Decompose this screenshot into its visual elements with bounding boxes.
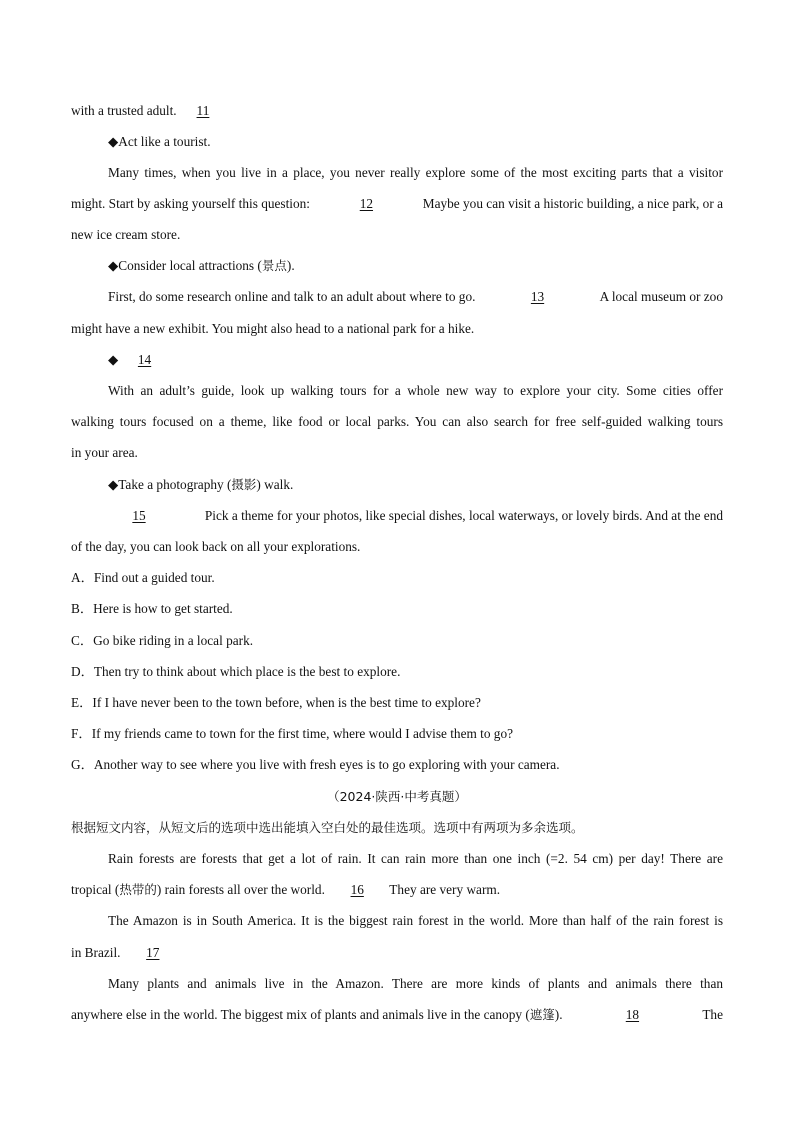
paragraph-line — [108, 289, 723, 305]
subheading-photography-walk — [108, 477, 723, 493]
text: First, do some research online and talk to an adult about where to go. — [108, 289, 476, 304]
text: ◆Take a photography ( — [108, 477, 232, 492]
paragraph-line — [71, 945, 723, 961]
text: ). — [286, 258, 295, 273]
paragraph-line: of the day, you can look back on all your explorations. — [71, 539, 361, 554]
paragraph-line: Many times, when you live in a place, you never really explore some of the most exciting parts that a visitor — [108, 165, 723, 180]
option-d: D．Then try to think about which place is the best to explore. — [71, 664, 401, 679]
paragraph-line: in your area. — [71, 445, 138, 460]
blank-11: 11 — [196, 103, 210, 118]
gloss: 摄影 — [231, 477, 257, 492]
blank-17: 17 — [146, 945, 160, 960]
gloss: 热带的 — [119, 882, 157, 897]
passage1-line — [71, 103, 723, 119]
subheading-local-attractions — [108, 258, 723, 274]
text: with a trusted adult. — [71, 103, 180, 118]
text: might. Start by asking yourself this question: — [71, 196, 310, 211]
paragraph-line: walking tours focused on a theme, like food or local parks. You can also search for free self-guided walking tours — [71, 414, 723, 429]
blank-13: 13 — [530, 289, 545, 304]
text: Pick a theme for your photos, like special dishes, local waterways, or lovely birds. And at the end — [204, 508, 723, 523]
subheading-blank-14 — [108, 352, 723, 368]
blank-15: 15 — [132, 508, 146, 523]
text: tropical ( — [71, 882, 120, 897]
instruction: 根据短文内容，从短文后的选项中选出能填入空白处的最佳选项。选项中有两项为多余选项。 — [71, 820, 584, 835]
option-c: C．Go bike riding in a local park. — [71, 633, 254, 648]
paragraph-line: new ice cream store. — [71, 227, 181, 242]
paragraph-line: With an adult’s guide, look up walking tours for a whole new way to explore your city. Some cities offer — [108, 383, 723, 398]
paragraph-line — [71, 1007, 723, 1023]
blank-14: 14 — [137, 352, 152, 367]
text: ) rain forests all over the world. — [156, 882, 329, 897]
option-g: G．Another way to see where you live with fresh eyes is to go exploring with your camera. — [71, 757, 560, 772]
paragraph-line: The Amazon is in South America. It is the biggest rain forest in the world. More than half of the rain forest is — [108, 913, 723, 928]
source-label: （2024·陕西·中考真题） — [327, 789, 467, 804]
text: Maybe you can visit a historic building, a nice park, or a — [422, 196, 723, 211]
text: ◆ — [108, 352, 122, 367]
text: in Brazil. — [71, 945, 124, 960]
option-a: A．Find out a guided tour. — [71, 570, 215, 585]
option-f: F．If my friends came to town for the first time, where would I advise them to go? — [71, 726, 514, 741]
text: The — [702, 1007, 723, 1022]
gloss: 景点 — [261, 258, 287, 273]
text: ). — [554, 1007, 563, 1022]
paragraph-line — [71, 196, 723, 212]
gloss: 遮篷 — [529, 1007, 555, 1022]
paragraph-line: Rain forests are forests that get a lot of rain. It can rain more than one inch (=2. 54 cm) per day! There are — [108, 851, 723, 866]
subheading-act-like-tourist: ◆Act like a tourist. — [108, 134, 211, 149]
option-b: B．Here is how to get started. — [71, 601, 233, 616]
blank-18: 18 — [625, 1007, 640, 1022]
text: ) walk. — [256, 477, 294, 492]
blank-12: 12 — [359, 196, 374, 211]
text — [71, 1007, 563, 1023]
paragraph-line — [116, 508, 723, 524]
paragraph-line: might have a new exhibit. You might also head to a national park for a hike. — [71, 321, 475, 336]
text: A local museum or zoo — [599, 289, 723, 304]
paragraph-line: Many plants and animals live in the Amazon. There are more kinds of plants and animals there than — [108, 976, 723, 991]
option-e: E．If I have never been to the town before, when is the best time to explore? — [71, 695, 481, 710]
text: ◆Consider local attractions ( — [108, 258, 262, 273]
paragraph-line — [71, 882, 723, 898]
text: They are very warm. — [386, 882, 501, 897]
text: anywhere else in the world. The biggest mix of plants and animals live in the canopy ( — [71, 1007, 530, 1022]
blank-16: 16 — [350, 882, 364, 897]
